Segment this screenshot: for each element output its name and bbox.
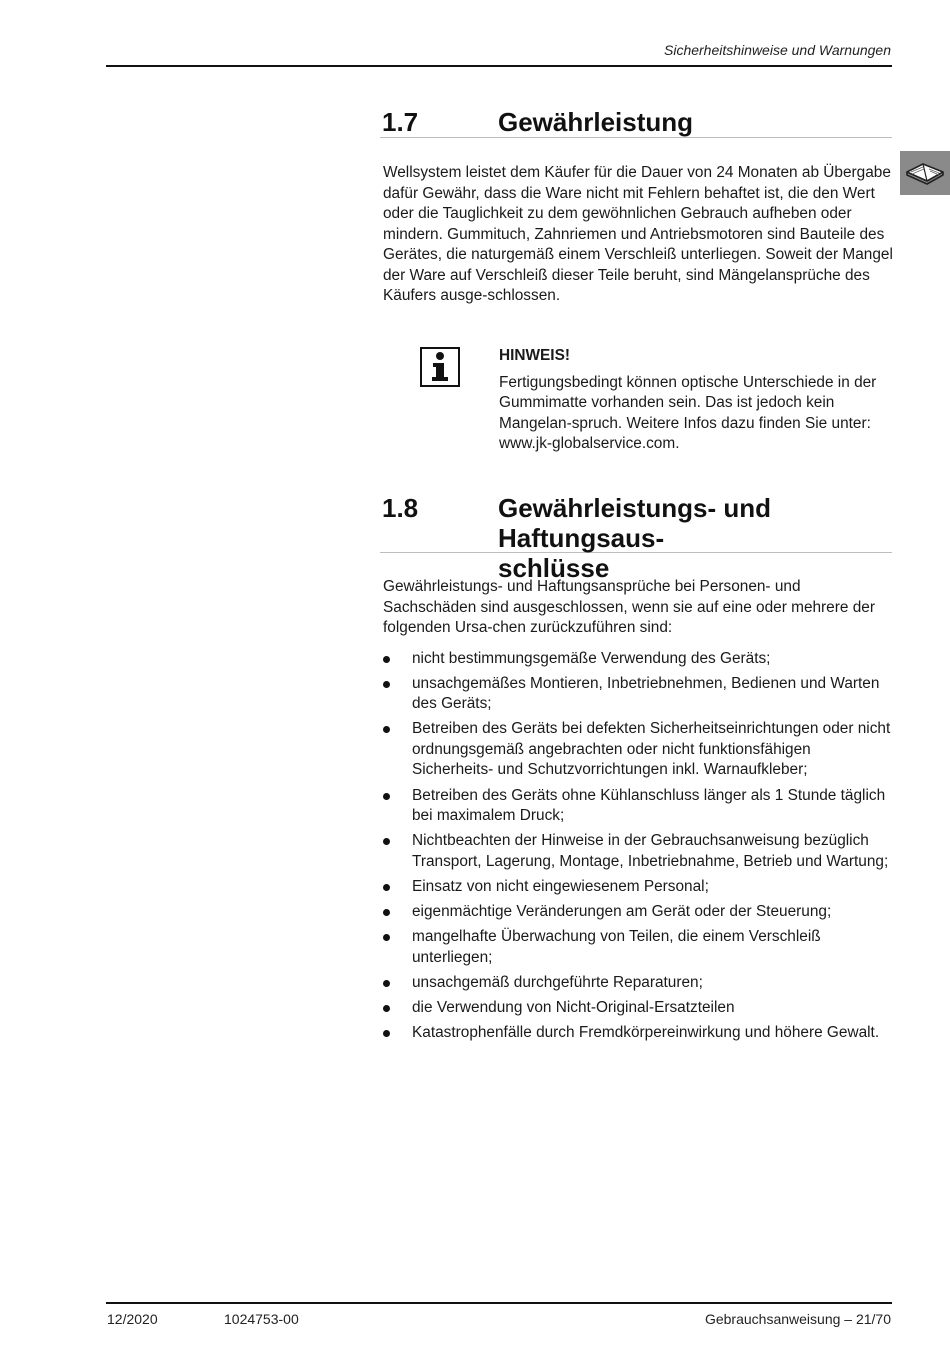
list-item: Katastrophenfälle durch Fremdkörpereinwirkung und höhere Gewalt.: [383, 1023, 893, 1044]
list-item: nicht bestimmungsgemäße Verwendung des Geräts;: [383, 649, 893, 670]
section-title-line-1: Gewährleistungs- und Haftungsaus-: [498, 493, 772, 553]
note-label: HINWEIS!: [499, 347, 570, 364]
footer-date: 12/2020: [107, 1311, 158, 1327]
section-1-7-body: [383, 163, 893, 307]
warranty-paragraph: Wellsystem leistet dem Käufer für die Dauer von 24 Monaten ab Übergabe dafür Gewähr, dass die Ware nicht mit Fehlern behaftet ist, die den Wert oder die Tauglichkeit zu dem gewöhnlichen Gebrauch aufheben oder mindern. Gummituch, Zahnriemen und Antriebsmotoren sind Bauteile des Gerätes, die naturgemäß einem Verschleiß unterliegen. Soweit der Mangel der Ware auf Verschleiß dieser Teile beruht, sind Mängelansprüche des Käufers ausge-schlossen.: [383, 164, 893, 304]
header-rule: [106, 65, 892, 67]
section-number: 1.8: [382, 493, 419, 523]
footer-doc-number: 1024753-00: [224, 1311, 299, 1327]
list-item: mangelhafte Überwachung von Teilen, die einem Verschleiß unterliegen;: [383, 927, 893, 968]
section-title: Gewährleistung: [498, 107, 694, 137]
section-heading-1-8: [380, 493, 892, 583]
running-header: Sicherheitshinweise und Warnungen: [664, 42, 891, 58]
list-item: Betreiben des Geräts ohne Kühlanschluss länger als 1 Stunde täglich bei maximalem Druck;: [383, 786, 893, 827]
bullet-icon: [383, 656, 390, 663]
list-item: unsachgemäßes Montieren, Inbetriebnehmen, Bedienen und Warten des Geräts;: [383, 674, 893, 715]
bullet-icon: [383, 980, 390, 987]
section-number: 1.7: [382, 107, 419, 137]
open-book-icon: [905, 160, 945, 186]
bullet-icon: [383, 884, 390, 891]
section-title-line-2: schlüsse: [498, 553, 610, 583]
note-box: [499, 346, 899, 455]
list-item: Nichtbeachten der Hinweise in der Gebrauchsanweisung bezüglich Transport, Lagerung, Montage, Inbetriebnahme, Betrieb und Wartung;: [383, 831, 893, 872]
bullet-icon: [383, 681, 390, 688]
note-text: Fertigungsbedingt können optische Unterschiede in der Gummimatte vorhanden sein. Das ist jedoch kein Mangelan-spruch. Weitere Infos dazu finden Sie unter: www.jk-globalservice.com.: [499, 373, 877, 452]
section-heading-1-7: [380, 107, 892, 138]
chapter-tab: [900, 151, 950, 195]
bullet-icon: [383, 909, 390, 916]
footer-page-info: Gebrauchsanweisung – 21/70: [704, 1311, 891, 1327]
exclusion-intro: Gewährleistungs- und Haftungsansprüche bei Personen- und Sachschäden sind ausgeschlossen, wenn sie auf eine oder mehrere der folgenden Ursa-chen zurückzuführen sind:: [383, 578, 875, 636]
section-title: [498, 493, 892, 583]
exclusion-list: [383, 649, 893, 1044]
section-1-8-body: [383, 577, 893, 1049]
bullet-icon: [383, 1030, 390, 1037]
info-icon: [420, 347, 460, 387]
list-item: unsachgemäß durchgeführte Reparaturen;: [383, 973, 893, 994]
list-item: Betreiben des Geräts bei defekten Sicherheitseinrichtungen oder nicht ordnungsgemäß angebrachten oder nicht funktionsfähigen Sicherheits- und Schutzvorrichtungen inkl. Warnaufkleber;: [383, 719, 893, 781]
bullet-icon: [383, 1005, 390, 1012]
bullet-icon: [383, 793, 390, 800]
footer-rule: [106, 1302, 892, 1304]
bullet-icon: [383, 934, 390, 941]
list-item: die Verwendung von Nicht-Original-Ersatzteilen: [383, 998, 893, 1019]
bullet-icon: [383, 838, 390, 845]
list-item: Einsatz von nicht eingewiesenem Personal;: [383, 877, 893, 898]
list-item: eigenmächtige Veränderungen am Gerät oder der Steuerung;: [383, 902, 893, 923]
bullet-icon: [383, 726, 390, 733]
